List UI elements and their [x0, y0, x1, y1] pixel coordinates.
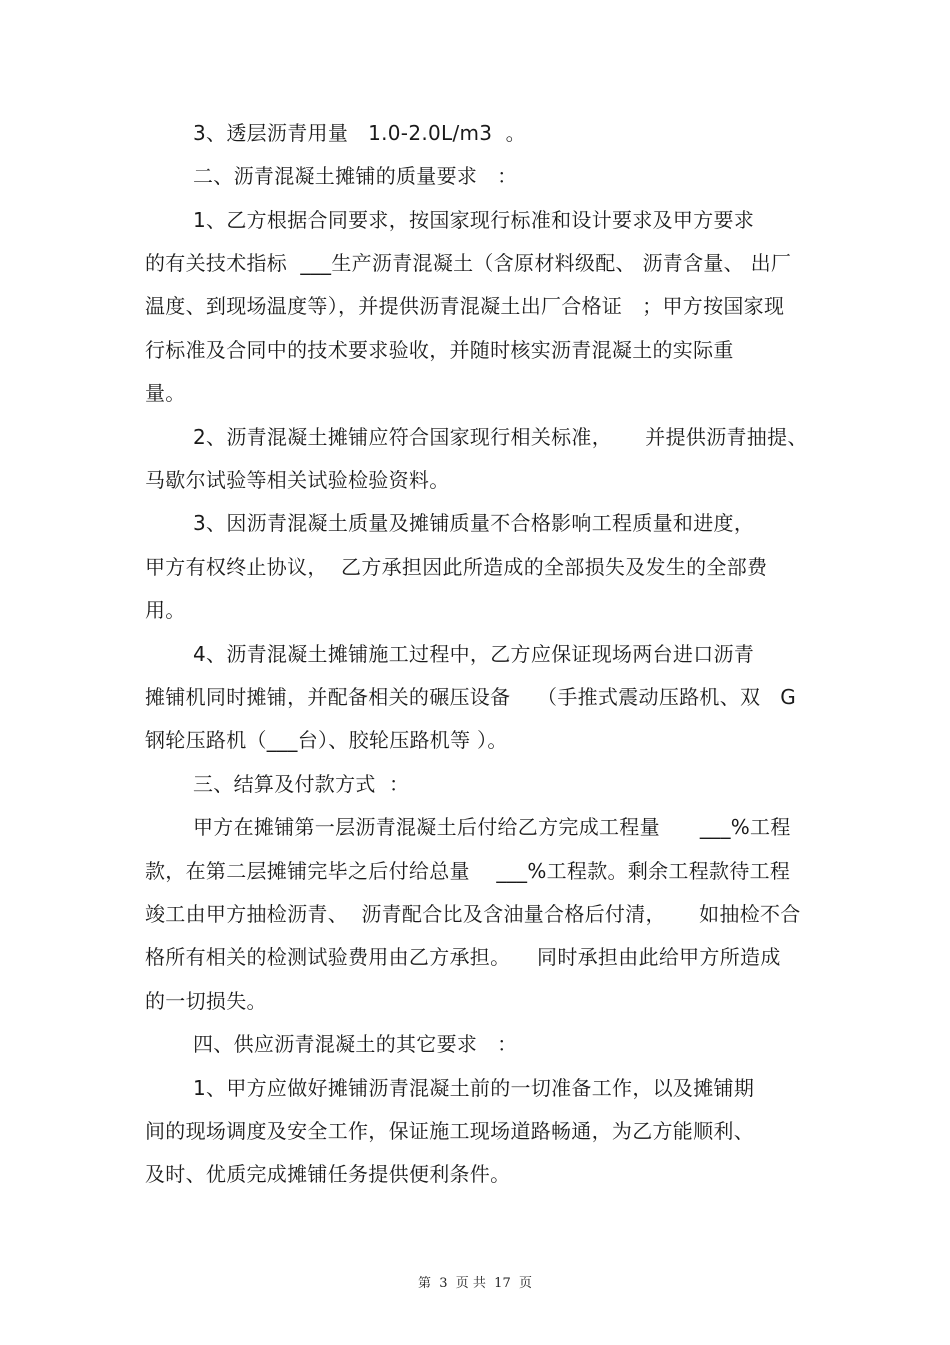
text-line: 摊铺机同时摊铺，并配备相关的碾压设备 （手推式震动压路机、双 G — [145, 685, 797, 709]
text-line: 3、因沥青混凝土质量及摊铺质量不合格影响工程质量和进度， — [193, 511, 755, 535]
text-line: 格所有相关的检测试验费用由乙方承担。 同时承担由此给甲方所造成 — [145, 945, 781, 969]
text-line: 用。 — [145, 598, 186, 622]
text-line: 的一切损失。 — [145, 989, 267, 1013]
text-line: 甲方有权终止协议， 乙方承担因此所造成的全部损失及发生的全部费 — [145, 555, 768, 579]
text-line: 款，在第二层摊铺完毕之后付给总量 ___%工程款。剩余工程款待工程 — [145, 859, 791, 883]
text-line: 马歇尔试验等相关试验检验资料。 — [145, 468, 450, 492]
page-number-footer: 第 3 页 共 17 页 — [417, 1276, 532, 1291]
text-line: 温度、到现场温度等），并提供沥青混凝土出厂合格证 ；甲方按国家现 — [145, 294, 785, 318]
text-line: 1、甲方应做好摊铺沥青混凝土前的一切准备工作，以及摊铺期 — [193, 1076, 755, 1100]
text-line: 量。 — [145, 381, 186, 405]
text-line: 钢轮压路机（___台）、胶轮压路机等 ）。 — [145, 728, 508, 752]
text-line: 1、乙方根据合同要求，按国家现行标准和设计要求及甲方要求 — [193, 208, 755, 232]
section-heading: 二、沥青混凝土摊铺的质量要求 ： — [193, 164, 518, 188]
text-line: 的有关技术指标 ___生产沥青混凝土（含原材料级配、 沥青含量、 出厂 — [145, 251, 792, 275]
section-heading: 三、结算及付款方式 ： — [193, 772, 410, 796]
text-line: 3、透层沥青用量 1.0-2.0L/m3 。 — [193, 121, 526, 145]
section-heading: 四、供应沥青混凝土的其它要求 ： — [193, 1032, 518, 1056]
text-line: 竣工由甲方抽检沥青、 沥青配合比及含油量合格后付清， 如抽检不合 — [145, 902, 801, 926]
text-line: 行标准及合同中的技术要求验收，并随时核实沥青混凝土的实际重 — [145, 338, 734, 362]
text-line: 及时、优质完成摊铺任务提供便利条件。 — [145, 1162, 511, 1186]
text-line: 4、沥青混凝土摊铺施工过程中，乙方应保证现场两台进口沥青 — [193, 642, 755, 666]
text-line: 2、沥青混凝土摊铺应符合国家现行相关标准， 并提供沥青抽提、 — [193, 425, 808, 449]
text-line: 间的现场调度及安全工作，保证施工现场道路畅通，为乙方能顺利、 — [145, 1119, 754, 1143]
text-line: 甲方在摊铺第一层沥青混凝土后付给乙方完成工程量 ___%工程 — [193, 815, 791, 839]
